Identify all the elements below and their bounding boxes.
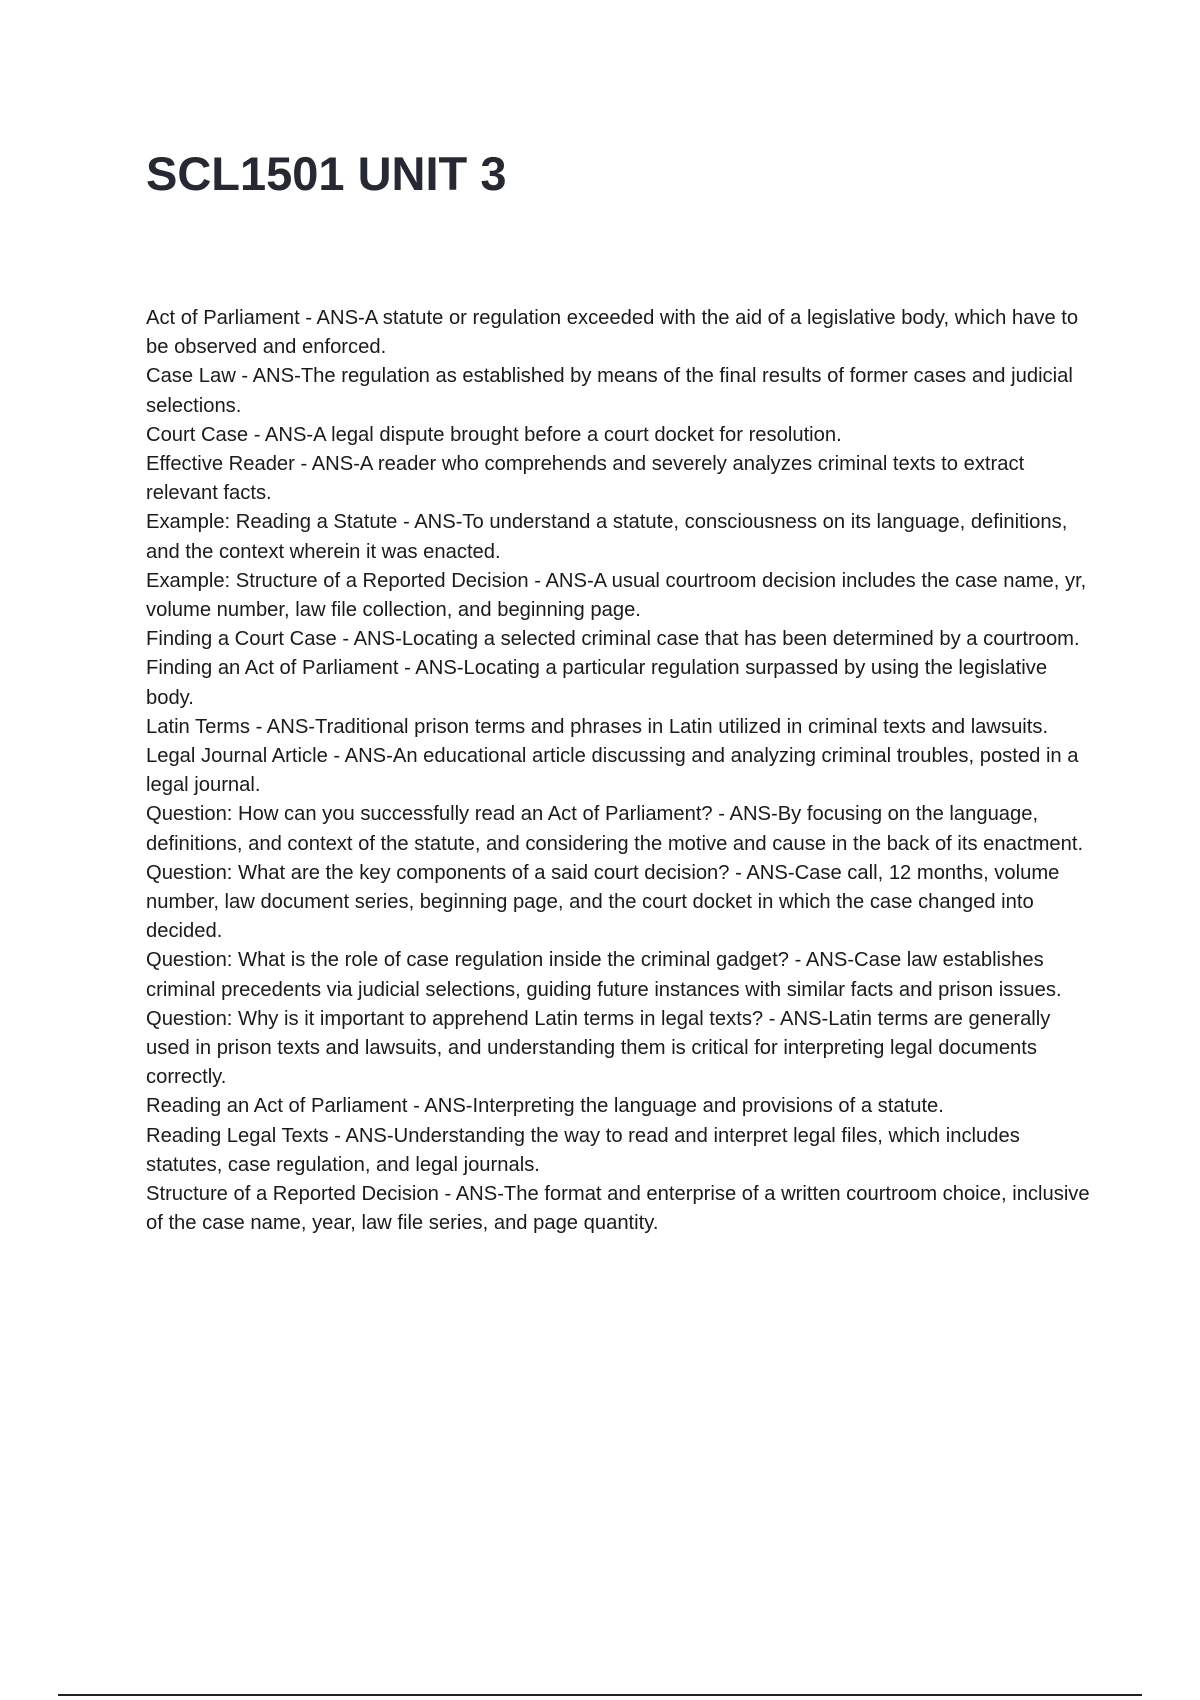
glossary-entry: Reading Legal Texts - ANS-Understanding the way to read and interpret legal files, which includes statutes, case regulation, and legal journals. [146,1124,1020,1176]
glossary-entry: Finding a Court Case - ANS-Locating a selected criminal case that has been determined by a courtroom. [146,628,1080,651]
glossary-entry: Finding an Act of Parliament - ANS-Locating a particular regulation surpassed by using the legislative body. [146,657,1048,709]
glossary-entry: Question: How can you successfully read an Act of Parliament? - ANS-By focusing on the language, definitions, and context of the statute, and considering the motive and cause in the back of its enactment. [146,803,1084,855]
glossary-entry: Example: Reading a Statute - ANS-To understand a statute, consciousness on its language, definitions, and the context wherein it was enacted. [146,511,1068,563]
glossary-entry: Structure of a Reported Decision - ANS-The format and enterprise of a written courtroom choice, inclusive of the case name, year, law file series, and page quantity. [146,1183,1090,1235]
glossary-entry: Act of Parliament - ANS-A statute or regulation exceeded with the aid of a legislative body, which have to be observed and enforced. [146,307,1079,359]
glossary-entry: Legal Journal Article - ANS-An educational article discussing and analyzing criminal troubles, posted in a legal journal. [146,745,1079,797]
glossary-entry: Question: Why is it important to apprehend Latin terms in legal texts? - ANS-Latin terms are generally used in prison texts and lawsuits, and understanding them is critical for interpreting legal documents correctly. [146,1007,1051,1089]
glossary-entry: Question: What is the role of case regulation inside the criminal gadget? - ANS-Case law establishes criminal precedents via judicial selections, guiding future instances with similar facts and prison issues. [146,949,1062,1001]
footer-divider [58,1694,1142,1696]
glossary-entry: Case Law - ANS-The regulation as established by means of the final results of former cases and judicial selections. [146,365,1073,417]
glossary-entries [146,304,1096,1239]
glossary-entry: Question: What are the key components of a said court decision? - ANS-Case call, 12 months, volume number, law document series, beginning page, and the court docket in which the case changed into decided. [146,861,1060,943]
glossary-entry: Latin Terms - ANS-Traditional prison terms and phrases in Latin utilized in criminal texts and lawsuits. [146,715,1049,738]
glossary-entry: Example: Structure of a Reported Decision - ANS-A usual courtroom decision includes the case name, yr, volume number, law file collection, and beginning page. [146,569,1087,622]
glossary-entry: Effective Reader - ANS-A reader who comprehends and severely analyzes criminal texts to extract relevant facts. [146,453,1025,505]
glossary-entry: Reading an Act of Parliament - ANS-Interpreting the language and provisions of a statute. [146,1095,944,1118]
glossary-entry: Court Case - ANS-A legal dispute brought before a court docket for resolution. [146,423,842,446]
document-title: SCL1501 UNIT 3 [146,147,507,200]
